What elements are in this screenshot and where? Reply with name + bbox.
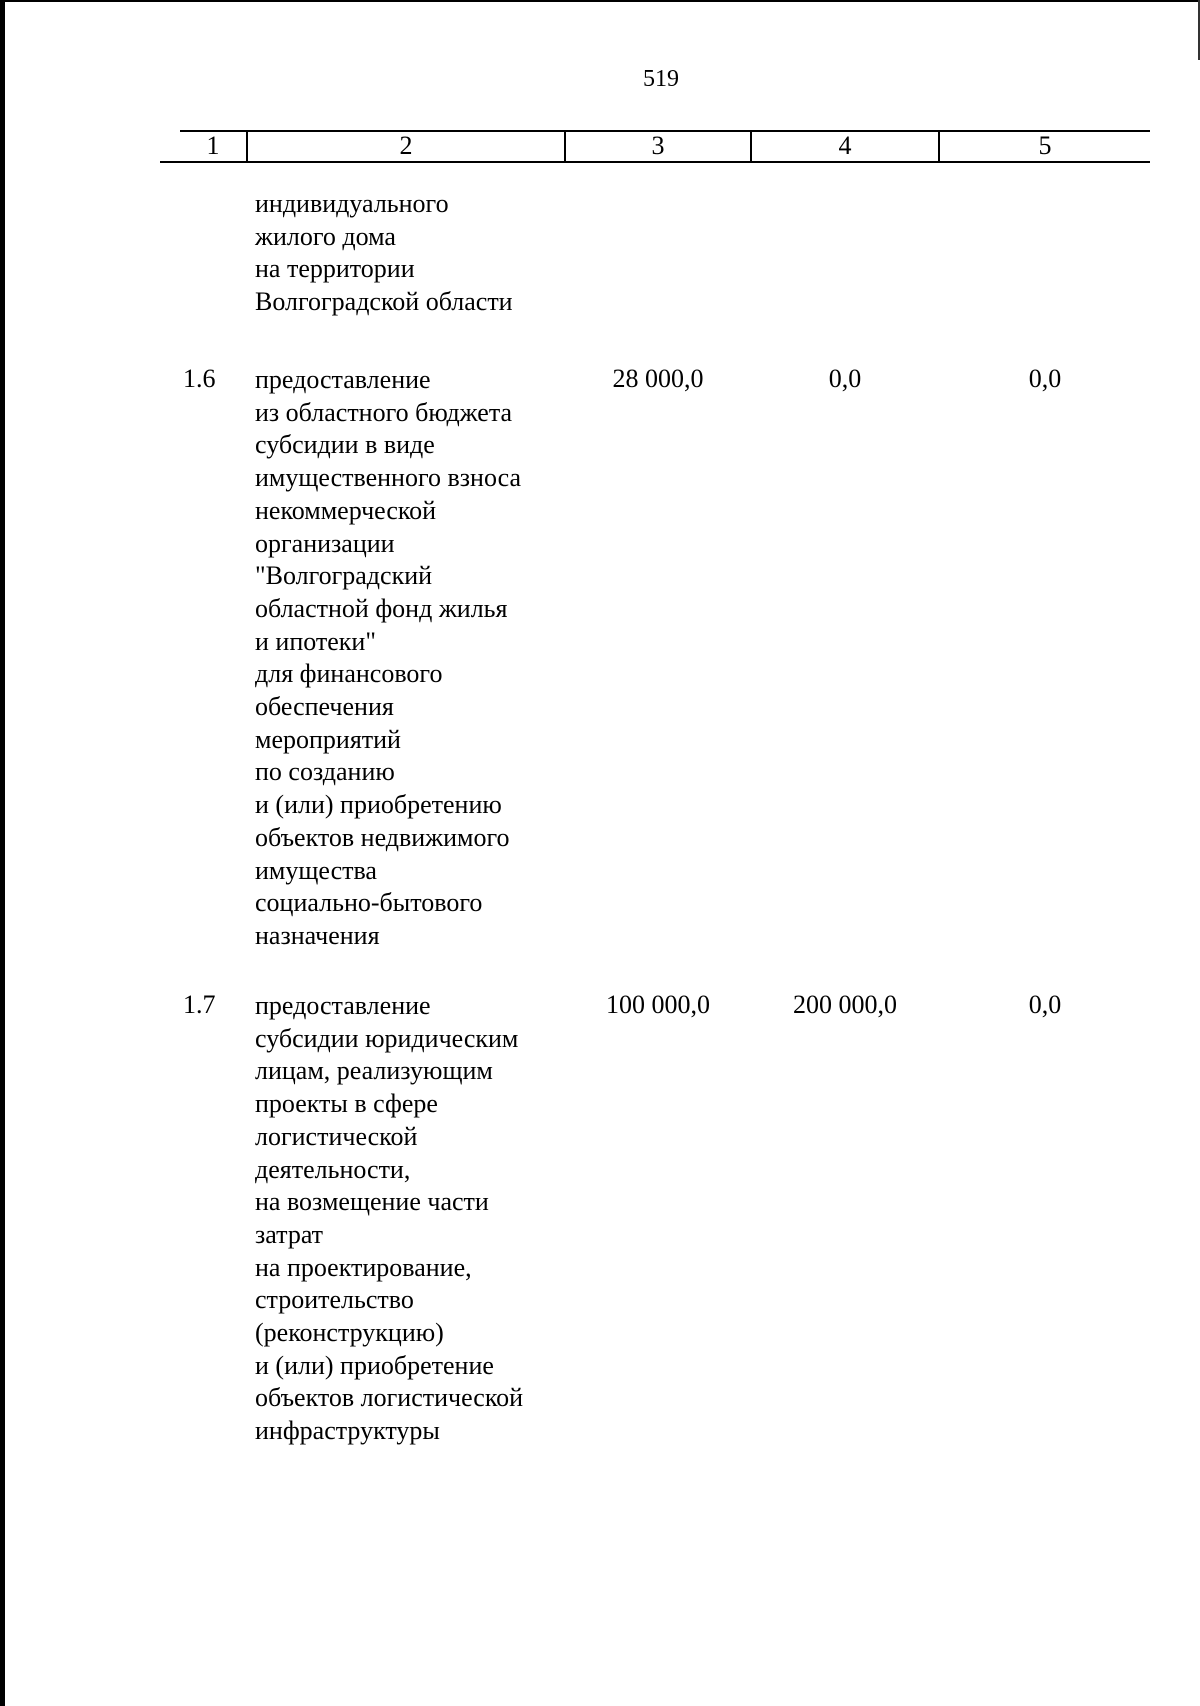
row-1-6-col5: 0,0 — [1028, 364, 1062, 393]
row-continuation-description: индивидуального жилого дома на территории Волгоградской области — [255, 189, 513, 317]
scan-edge-left — [0, 0, 5, 1706]
page-number: 519 — [643, 66, 679, 92]
header-col-3: 3 — [651, 131, 665, 160]
scan-edge-top — [0, 0, 1200, 2]
header-col-1: 1 — [206, 131, 220, 160]
row-1-7-description: предоставление субсидии юридическим лицам, реализующим проекты в сфере логистической деятельности, на возмещение части затрат на проектирование, строительство (реконструкцию) и (или) приобретение объектов логистической инфраструктуры — [255, 991, 524, 1446]
header-col-2: 2 — [399, 131, 413, 160]
row-1-6-number: 1.6 — [183, 364, 216, 393]
row-1-7-col4: 200 000,0 — [793, 990, 897, 1019]
row-1-6-col4: 0,0 — [828, 364, 862, 393]
header-col-5: 5 — [1038, 131, 1052, 160]
row-1-7-number: 1.7 — [183, 990, 216, 1019]
row-1-6-col3: 28 000,0 — [612, 364, 704, 393]
row-1-7-col3: 100 000,0 — [606, 990, 710, 1019]
row-1-6-description: предоставление из областного бюджета субсидии в виде имущественного взноса некоммерческой организации "Волгоградский областной фонд жилья и ипотеки" для финансового обеспечения мероприятий по созданию и (или) приобретению объектов недвижимого имущества социально-бытового назначения — [255, 365, 521, 950]
header-col-4: 4 — [838, 131, 852, 160]
row-1-7-col5: 0,0 — [1028, 990, 1062, 1019]
